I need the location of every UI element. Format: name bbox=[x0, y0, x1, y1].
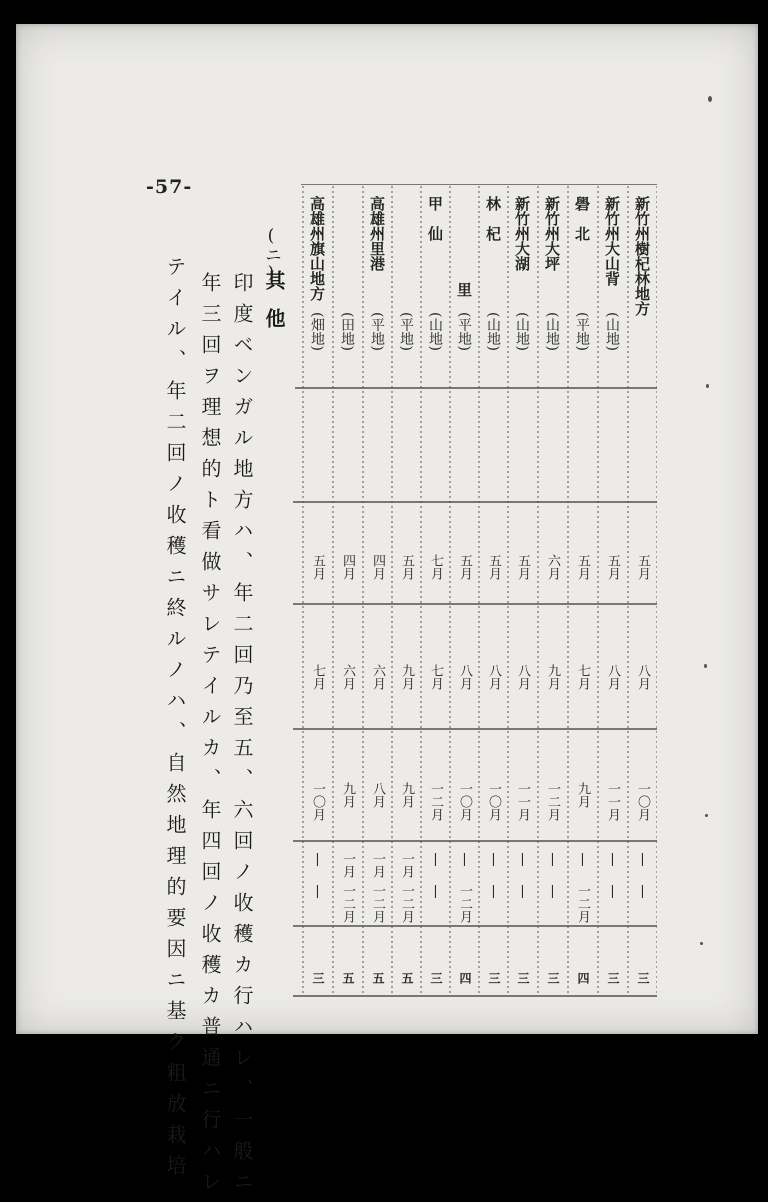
cell: 六月 bbox=[370, 664, 385, 690]
cell: 一一月 bbox=[515, 782, 530, 821]
terrain-type: (山地) bbox=[604, 312, 620, 351]
cell: | bbox=[515, 884, 530, 899]
harvest-count: 三 bbox=[606, 972, 620, 984]
cell: 一〇月 bbox=[635, 782, 650, 821]
harvest-count: 三 bbox=[636, 972, 650, 984]
cell: 六月 bbox=[340, 664, 355, 690]
cell: 一月 bbox=[340, 852, 355, 878]
terrain-type: (山地) bbox=[544, 312, 560, 351]
cell: 九月 bbox=[399, 664, 414, 690]
harvest-count: 三 bbox=[311, 972, 325, 984]
harvest-count: 五 bbox=[371, 972, 385, 984]
table-column bbox=[450, 184, 479, 998]
terrain-type: (平地) bbox=[369, 312, 385, 351]
terrain-type: (山地) bbox=[514, 312, 530, 351]
cell: 九月 bbox=[340, 782, 355, 808]
scan-speck bbox=[706, 384, 709, 388]
cell: 一二月 bbox=[545, 782, 560, 821]
cell: 七月 bbox=[428, 554, 443, 580]
document-page bbox=[16, 24, 758, 1202]
scan-speck bbox=[705, 814, 708, 817]
section-label: (ニ) bbox=[261, 226, 281, 283]
cell: 六月 bbox=[545, 554, 560, 580]
cell: 八月 bbox=[457, 664, 472, 690]
cell: | bbox=[486, 852, 501, 867]
cell: 一二月 bbox=[428, 782, 443, 821]
harvest-count: 四 bbox=[458, 972, 472, 984]
cell: 五月 bbox=[457, 554, 472, 580]
cell: | bbox=[515, 852, 530, 867]
table-column bbox=[538, 184, 567, 998]
cell: 九月 bbox=[575, 782, 590, 808]
cell: 一二月 bbox=[370, 884, 385, 923]
region-name: 新竹州大山背 bbox=[603, 196, 621, 286]
cell: 一月 bbox=[399, 852, 414, 878]
cell: | bbox=[545, 852, 560, 867]
cell: | bbox=[635, 884, 650, 899]
harvest-count: 三 bbox=[546, 972, 560, 984]
body-text-line-1: 印度ベンガル地方ハ、年二回乃至五、六回ノ收穫カ行ハレ、一般ニ bbox=[230, 272, 254, 1202]
cell: 七月 bbox=[575, 664, 590, 690]
table-column bbox=[568, 184, 597, 998]
cell: 四月 bbox=[340, 554, 355, 580]
region-name: 礐 北 bbox=[573, 196, 591, 241]
cell: 五月 bbox=[486, 554, 501, 580]
cell: | bbox=[457, 852, 472, 867]
cell: 一〇月 bbox=[457, 782, 472, 821]
terrain-type: (山地) bbox=[485, 312, 501, 351]
cell: 一〇月 bbox=[486, 782, 501, 821]
harvest-count: 三 bbox=[429, 972, 443, 984]
cell: 八月 bbox=[635, 664, 650, 690]
cell: 五月 bbox=[635, 554, 650, 580]
scan-speck bbox=[704, 664, 707, 668]
terrain-type: (畑地) bbox=[309, 312, 325, 351]
cell: 一二月 bbox=[575, 884, 590, 923]
cell: 八月 bbox=[370, 782, 385, 808]
table-column bbox=[363, 184, 392, 998]
harvest-count: 四 bbox=[576, 972, 590, 984]
cell: 五月 bbox=[310, 554, 325, 580]
cell: 五月 bbox=[575, 554, 590, 580]
cell: | bbox=[635, 852, 650, 867]
region-name: 林 杞 bbox=[484, 196, 502, 241]
page-number: -57- bbox=[146, 176, 193, 198]
cell: | bbox=[575, 852, 590, 867]
cell: 九月 bbox=[399, 782, 414, 808]
scan-speck bbox=[700, 942, 703, 945]
region-name: 甲 仙 bbox=[426, 196, 444, 241]
cell: 八月 bbox=[605, 664, 620, 690]
table-column bbox=[508, 184, 537, 998]
terrain-type: (山地) bbox=[427, 312, 443, 351]
region-name: 新竹州大坪 bbox=[543, 196, 561, 271]
harvest-count: 三 bbox=[487, 972, 501, 984]
harvest-count: 三 bbox=[516, 972, 530, 984]
harvest-count: 五 bbox=[400, 972, 414, 984]
cell: 四月 bbox=[370, 554, 385, 580]
table-column bbox=[479, 184, 508, 998]
cell: 五月 bbox=[605, 554, 620, 580]
harvest-schedule-table bbox=[293, 184, 657, 998]
section-title: 其他 bbox=[262, 270, 286, 346]
cell: 五月 bbox=[515, 554, 530, 580]
terrain-type: (平地) bbox=[456, 312, 472, 351]
body-text-line-3: テイル、年二回ノ收穫ニ終ルノハ、自然地理的要因ニ基ク粗放栽培 bbox=[163, 256, 187, 1186]
cell: 一〇月 bbox=[310, 782, 325, 821]
cell: 九月 bbox=[545, 664, 560, 690]
cell: 八月 bbox=[515, 664, 530, 690]
cell: 一月 bbox=[370, 852, 385, 878]
region-name: 新竹州大湖 bbox=[513, 196, 531, 271]
harvest-count: 五 bbox=[341, 972, 355, 984]
cell: 一一月 bbox=[605, 782, 620, 821]
cell: 七月 bbox=[428, 664, 443, 690]
table-column bbox=[303, 184, 332, 998]
table-column bbox=[333, 184, 362, 998]
terrain-type: (平地) bbox=[398, 312, 414, 351]
region-name: 高雄州旗山地方 bbox=[308, 196, 326, 301]
cell: | bbox=[486, 884, 501, 899]
cell: | bbox=[428, 852, 443, 867]
terrain-type: (田地) bbox=[339, 312, 355, 351]
cell: | bbox=[310, 852, 325, 867]
cell: 一二月 bbox=[399, 884, 414, 923]
cell: 五月 bbox=[399, 554, 414, 580]
cell: 一二月 bbox=[457, 884, 472, 923]
cell: | bbox=[605, 852, 620, 867]
scan-speck bbox=[708, 96, 712, 102]
table-column bbox=[598, 184, 627, 998]
cell: | bbox=[545, 884, 560, 899]
cell: | bbox=[605, 884, 620, 899]
body-text-line-2: 年三回ヲ理想的ト看做サレテイルカ、年四回ノ收穫カ普通ニ行ハレ bbox=[198, 272, 222, 1202]
region-name: 新竹州樹杞林地方 bbox=[633, 196, 651, 316]
cell: 七月 bbox=[310, 664, 325, 690]
cell: | bbox=[428, 884, 443, 899]
region-name: 高雄州里港 bbox=[368, 196, 386, 271]
cell: | bbox=[310, 884, 325, 899]
table-column bbox=[628, 184, 657, 998]
terrain-type: (平地) bbox=[574, 312, 590, 351]
region-name: 里 bbox=[455, 282, 473, 297]
cell: 一二月 bbox=[340, 884, 355, 923]
table-column bbox=[392, 184, 421, 998]
cell: 八月 bbox=[486, 664, 501, 690]
table-column bbox=[421, 184, 450, 998]
